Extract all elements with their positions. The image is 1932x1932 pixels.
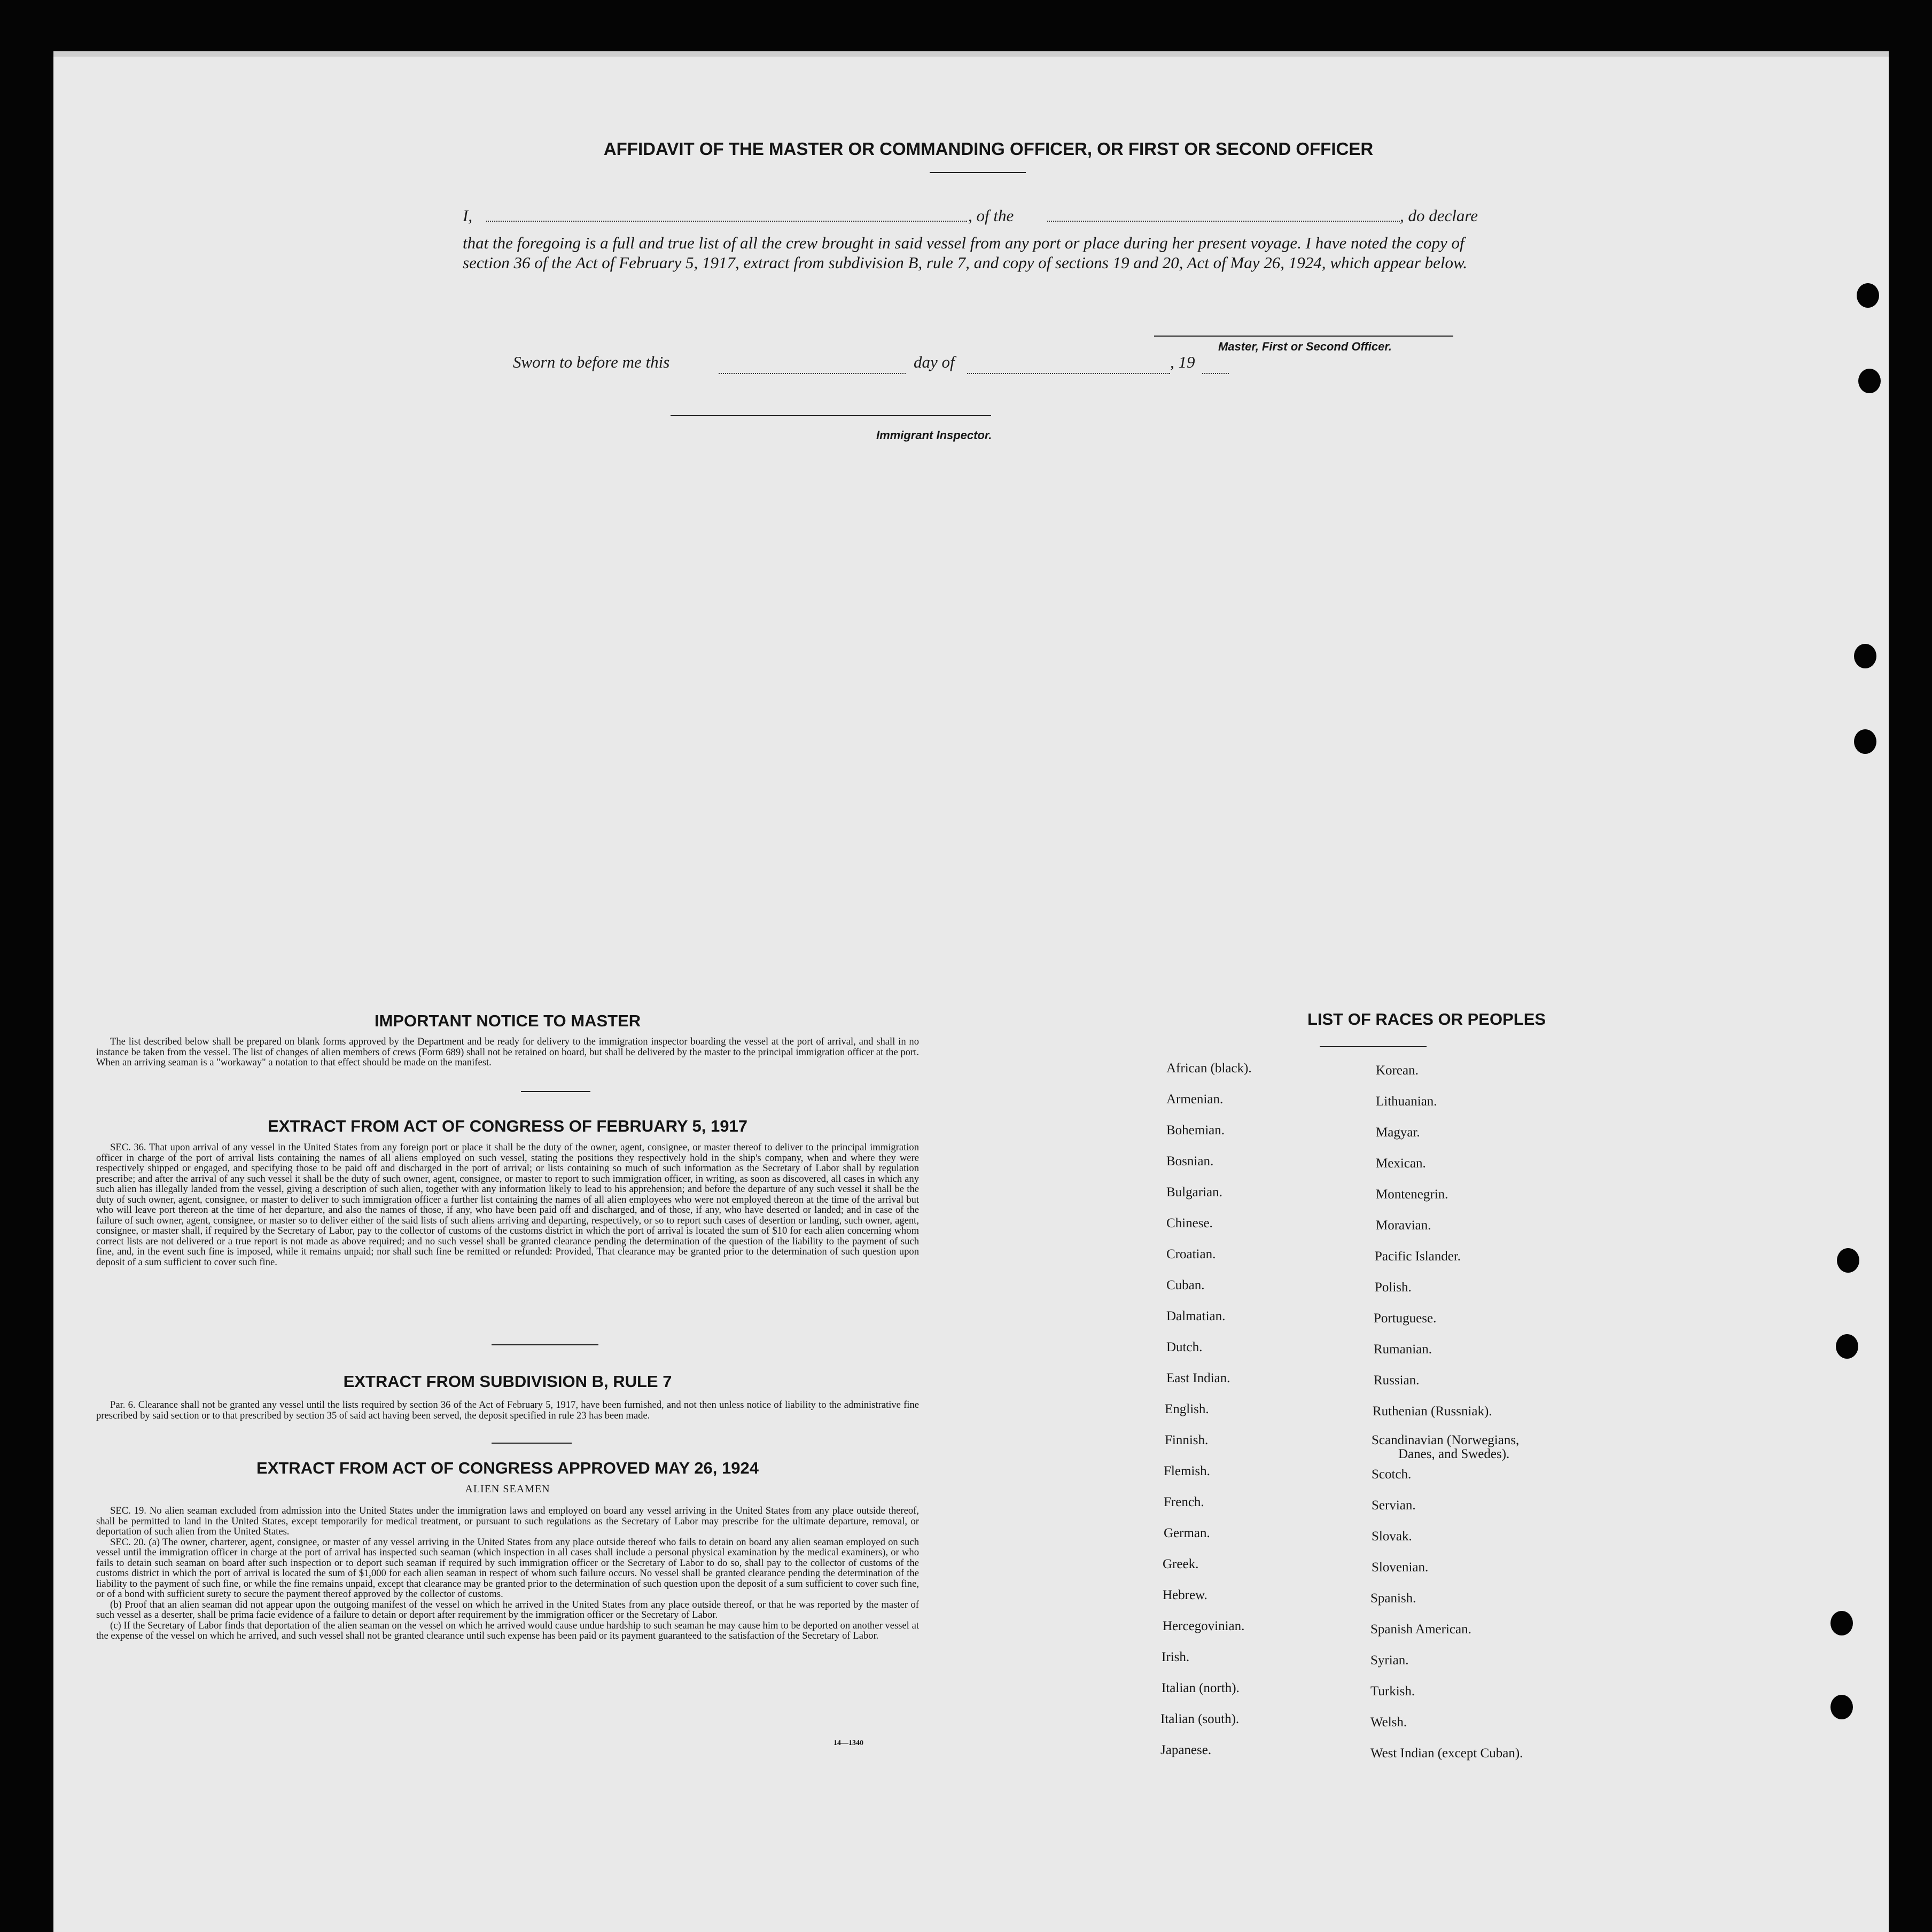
race-item: Polish. xyxy=(1375,1280,1412,1295)
punch-hole xyxy=(1830,1695,1853,1719)
page-top-edge xyxy=(53,51,1889,57)
section-divider xyxy=(492,1443,572,1444)
notice-paragraph: The list described below shall be prepared on blank forms approved by the Department and be ready for delivery to the immigration inspector boarding the vessel at the port of arrival, and shall in no instance be taken from the vessel. The list of changes of alien members of crews (Form 689) shall not be retained on board, but shall be delivered by the master to the principal immigration officer at the port. When an arriving seaman is a "workaway" a notation to that effect should be made on the manifest. xyxy=(96,1036,919,1068)
race-item: Armenian. xyxy=(1166,1092,1224,1107)
section-divider xyxy=(521,1091,590,1092)
race-item: Danes, and Swedes). xyxy=(1398,1447,1510,1461)
sworn-day-field-line[interactable] xyxy=(719,373,906,374)
race-item: Dutch. xyxy=(1166,1340,1203,1354)
form-number: 14—1340 xyxy=(833,1739,863,1747)
sworn-text: Sworn to before me this xyxy=(513,353,670,371)
race-item: Mexican. xyxy=(1376,1156,1426,1171)
race-item: African (black). xyxy=(1166,1061,1252,1076)
extract-1917-title: EXTRACT FROM ACT OF CONGRESS OF FEBRUARY 5, 1917 xyxy=(268,1117,747,1135)
race-item: Turkish. xyxy=(1370,1684,1415,1699)
punch-hole xyxy=(1836,1334,1858,1359)
race-item: Russian. xyxy=(1374,1373,1420,1388)
race-item: Bohemian. xyxy=(1166,1123,1225,1138)
section-divider xyxy=(492,1344,598,1345)
race-item: Scotch. xyxy=(1372,1467,1412,1482)
race-item: Magyar. xyxy=(1376,1125,1420,1140)
race-item: Bosnian. xyxy=(1166,1154,1214,1168)
races-title: LIST OF RACES OR PEOPLES xyxy=(1307,1010,1546,1029)
extract-1917-paragraph: SEC. 36. That upon arrival of any vessel in the United States from any foreign port or place it shall be the duty of the owner, agent, consignee, or master thereof to deliver to the principal immigration officer in charge of the port of arrival lists containing the names of all aliens employed on such vessel, stating the positions they respectively hold in the ship's company, when and where they were respectively shipped or engaged, and specifying those to be paid off and discharged in the port of arrival; or lists containing so much of such information as the Secretary of Labor shall by regulation prescribe; and after the arrival of any such vessel it shall be the duty of such owner, agent, consignee, or master to report to such immigration officer, in writing, as soon as discovered, all cases in which any such alien has illegally landed from the vessel, giving a description of such alien, together with any information likely to lead to his apprehension; and before the departure of any such vessel it shall be the duty of such owner, agent, consignee, or master to deliver to such immigration officer a further list containing the names of all alien employees who were not employed thereon at the time of the arrival but who will leave port thereon at the time of her departure, and also the names of those, if any, who have been paid off and discharged, and of those, if any, who have deserted or landed; and in case of the failure of such owner, agent, consignee, or master so to deliver either of the said lists of such aliens arriving and departing, respectively, or so to report such cases of desertion or landing, such owner, agent, consignee, or master shall, if required by the Secretary of Labor, pay to the collector of customs of the customs district in which the port of arrival is located the sum of $10 for each alien concerning whom correct lists are not delivered or a true report is not made as above required; and no such vessel shall be granted clearance pending the determination of the question of the liability to the payment of such fine, and, in the event such fine is imposed, while it remains unpaid; nor shall such fine be remitted or refunded: Provided, That clearance may be granted prior to the determination of such question upon deposit of a sum sufficient to cover such fine. xyxy=(96,1142,919,1268)
race-item: Italian (north). xyxy=(1162,1681,1240,1695)
master-signature-line[interactable] xyxy=(1154,336,1453,337)
punch-hole xyxy=(1857,283,1879,308)
race-item: English. xyxy=(1165,1402,1209,1416)
affidavit-declaration: that the foregoing is a full and true list of all the crew brought in said vessel from any port or place during her present voyage. I have noted the copy of section 36 of the Act of February 5, 1917, extract from subdivision B, rule 7, and copy of sections 19 and 20, Act of May 26, 1924, which appear below. xyxy=(463,233,1468,272)
race-item: Spanish. xyxy=(1370,1591,1416,1606)
race-item: Servian. xyxy=(1372,1498,1416,1513)
race-item: Italian (south). xyxy=(1160,1712,1240,1726)
race-item: Syrian. xyxy=(1370,1653,1409,1668)
sec-19-paragraph: SEC. 19. No alien seaman excluded from admission into the United States under the immigration laws and employed on board any vessel arriving in the United States from any place outside thereof, shall be permitted to land in the United States, except temporarily for medical treatment, or pursuant to such regulations as the Secretary of Labor may prescribe for the ultimate departure, removal, or deportation of such alien from the United States. xyxy=(96,1505,919,1537)
race-item: Dalmatian. xyxy=(1166,1309,1226,1323)
race-item: Spanish American. xyxy=(1370,1622,1471,1637)
races-title-underline xyxy=(1320,1046,1427,1047)
race-item: Montenegrin. xyxy=(1376,1187,1448,1202)
race-item: Rumanian. xyxy=(1374,1342,1432,1357)
sec-20b-paragraph: (b) Proof that an alien seaman did not appear upon the outgoing manifest of the vessel on which he arrived in the United States from any place outside thereof, or that he was reported by the master of such vessel as a deserter, shall be prima facie evidence of a failure to detain or deport after requirement by the immigration officer or the Secretary of Labor. xyxy=(96,1599,919,1621)
race-item: Irish. xyxy=(1162,1650,1190,1664)
extract-rule7-body xyxy=(96,1400,919,1421)
sec-20a-paragraph: SEC. 20. (a) The owner, charterer, agent, consignee, or master of any vessel arriving in the United States from any place outside thereof who fails to detain on board any alien seaman employed on such vessel until the immigration officer in charge at the port of arrival has inspected such seaman (which inspection in all cases shall include a personal physical examination by the medical examiners), or who fails to detain such seaman on board after such inspection or to deport such seaman if required by such immigration officer or the Secretary of Labor to do so, shall pay to the collector of customs of the customs district in which the port of arrival is located the sum of $1,000 for each alien seaman in respect of whom such failure occurs. No vessel shall be granted clearance pending the determination of the liability to the payment of such fine, or while the fine remains unpaid, except that clearance may be granted prior to the determination of such question upon the deposit of a sum sufficient to cover such fine, or of a bond with sufficient surety to secure the payment thereof approved by the collector of customs. xyxy=(96,1536,919,1600)
extract-rule7-title: EXTRACT FROM SUBDIVISION B, RULE 7 xyxy=(343,1372,672,1391)
race-item: Ruthenian (Russniak). xyxy=(1373,1404,1492,1419)
punch-hole xyxy=(1854,644,1876,668)
race-item: French. xyxy=(1164,1495,1204,1509)
race-item: Hebrew. xyxy=(1163,1588,1208,1602)
race-item: Korean. xyxy=(1376,1063,1419,1078)
race-item: Slovak. xyxy=(1372,1529,1412,1544)
race-item: Hercegovinian. xyxy=(1163,1619,1245,1633)
race-item: Portuguese. xyxy=(1374,1311,1437,1326)
notice-body xyxy=(96,1037,919,1068)
extract-rule7-paragraph: Par. 6. Clearance shall not be granted any vessel until the lists required by section 36 of the Act of February 5, 1917, have been furnished, and not then unless notice of liability to the administrative fine prescribed by said section or to that prescribed by section 35 of said act having been served, the deposit specified in rule 23 has been made. xyxy=(96,1399,919,1421)
title-underline xyxy=(930,172,1026,173)
race-item: Croatian. xyxy=(1166,1247,1216,1261)
race-item: Lithuanian. xyxy=(1376,1094,1437,1109)
sec-20c-paragraph: (c) If the Secretary of Labor finds that deportation of the alien seaman on the vessel on which he arrived would cause undue hardship to such seaman he may cause him to be deported on another vessel at the expense of the vessel on which he arrived, and such vessel shall not be granted clearance until such expense has been paid or its payment guaranteed to the satisfaction of the Secretary of Labor. xyxy=(96,1619,919,1641)
race-item: Chinese. xyxy=(1166,1216,1213,1230)
name-field-line[interactable] xyxy=(486,221,967,222)
extract-1924-body xyxy=(96,1506,919,1641)
race-item: Bulgarian. xyxy=(1166,1185,1222,1199)
punch-hole xyxy=(1854,729,1876,754)
extract-1924-title: EXTRACT FROM ACT OF CONGRESS APPROVED MAY 26, 1924 xyxy=(256,1459,759,1477)
race-item: Finnish. xyxy=(1165,1433,1209,1447)
punch-hole xyxy=(1830,1611,1853,1635)
alien-seamen-subtitle: ALIEN SEAMEN xyxy=(465,1483,550,1495)
inspector-signature-line[interactable] xyxy=(671,415,991,416)
day-of-label: day of xyxy=(914,353,955,371)
race-item: West Indian (except Cuban). xyxy=(1370,1746,1523,1760)
extract-1917-body xyxy=(96,1142,919,1267)
document-page xyxy=(53,51,1889,1932)
affidavit-title: AFFIDAVIT OF THE MASTER OR COMMANDING OFFICER, OR FIRST OR SECOND OFFICER xyxy=(603,139,1374,159)
race-item: Slovenian. xyxy=(1372,1560,1429,1575)
race-item: Scandinavian (Norwegians, xyxy=(1372,1433,1520,1447)
race-item: Flemish. xyxy=(1164,1464,1210,1478)
sworn-year-field-line[interactable] xyxy=(1202,373,1229,374)
race-item: Japanese. xyxy=(1160,1743,1212,1757)
race-item: Pacific Islander. xyxy=(1375,1249,1461,1264)
affidavit-of-the-label: , of the xyxy=(968,206,1014,225)
race-item: Greek. xyxy=(1163,1557,1199,1571)
affidavit-i-label: I, xyxy=(463,206,473,225)
race-item: Welsh. xyxy=(1370,1715,1407,1730)
vessel-field-line[interactable] xyxy=(1047,221,1400,222)
inspector-label: Immigrant Inspector. xyxy=(876,429,992,442)
year-prefix-label: , 19 xyxy=(1170,353,1195,371)
master-signature-label: Master, First or Second Officer. xyxy=(1218,340,1392,353)
race-item: German. xyxy=(1164,1526,1210,1540)
punch-hole xyxy=(1837,1248,1859,1273)
notice-title: IMPORTANT NOTICE TO MASTER xyxy=(374,1011,641,1030)
sworn-month-field-line[interactable] xyxy=(967,373,1170,374)
affidavit-declare-label: , do declare xyxy=(1400,206,1478,225)
punch-hole xyxy=(1858,369,1881,393)
race-item: Cuban. xyxy=(1166,1278,1205,1292)
race-item: Moravian. xyxy=(1376,1218,1431,1233)
race-item: East Indian. xyxy=(1166,1371,1230,1385)
